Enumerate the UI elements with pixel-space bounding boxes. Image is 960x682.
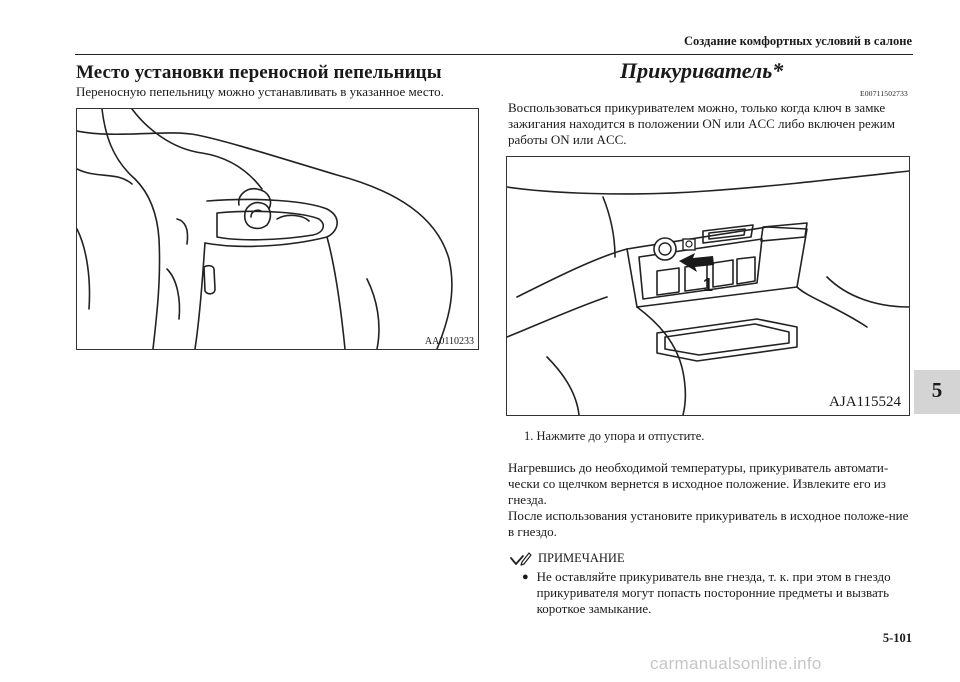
document-code: E00711502733 <box>860 89 908 98</box>
lighter-illustration <box>506 156 910 416</box>
lighter-step: 1. Нажмите до упора и отпустите. <box>524 429 705 443</box>
chapter-tab-number: 5 <box>931 378 943 402</box>
note-item <box>522 569 912 617</box>
usage-text-2: После использования установите прикуриватель в исходное положе-ние в гнездо. <box>508 508 909 539</box>
header-divider <box>75 54 913 55</box>
figure-code: AJA115524 <box>829 394 901 410</box>
note-icon <box>510 550 532 566</box>
lighter-drawing <box>507 157 909 415</box>
note-text: Не оставляйте прикуриватель вне гнезда, т. к. при этом в гнездо прикуривателя могут попасть посторонние предметы и вызвать короткое замыкание. <box>536 569 891 616</box>
cigarette-lighter-title: Прикуриватель* <box>620 58 784 83</box>
usage-text-1: Нагревшись до необходимой температуры, прикуриватель автомати-чески со щелчком вернется в исходное положение. Извлеките его из гнезда. <box>508 460 889 507</box>
note-heading <box>510 550 625 566</box>
callout-number: 1 <box>703 275 714 295</box>
section-header-title: Создание комфортных условий в салоне <box>683 34 912 48</box>
ashtray-section-text: Переносную пепельницу можно устанавливать в указанное место. <box>76 84 444 99</box>
chapter-tab <box>914 370 960 414</box>
ashtray-illustration <box>76 108 479 350</box>
lighter-usage-paragraph <box>508 460 913 540</box>
page-number: 5-101 <box>882 631 912 645</box>
note-heading-label: ПРИМЕЧАНИЕ <box>538 550 625 565</box>
watermark: carmanualsonline.info <box>650 654 822 673</box>
ashtray-drawing <box>77 109 478 349</box>
note-bullet: ● <box>522 571 529 583</box>
figure-code: AA0110233 <box>424 336 474 347</box>
lighter-intro-paragraph: Воспользоваться прикуривателем можно, только когда ключ в замке зажигания находится в положении ON или ACC либо включен режим работы ON или ACC. <box>508 100 895 147</box>
ashtray-section-title: Место установки переносной пепельницы <box>76 62 442 83</box>
